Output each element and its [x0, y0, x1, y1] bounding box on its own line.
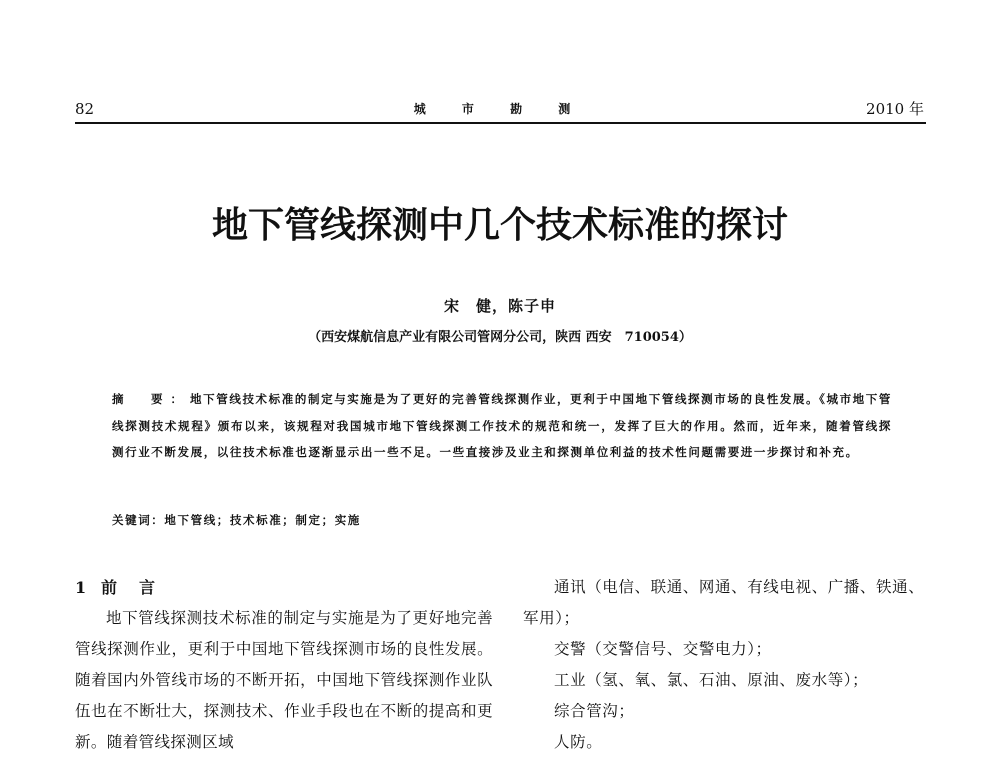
article-authors: 宋 健，陈子申 — [443, 297, 556, 315]
author-affiliation: （西安煤航信息产业有限公司管网分公司，陕西 西安 710054） — [308, 330, 692, 345]
section-number: 1 — [75, 578, 87, 597]
left-column — [75, 572, 493, 758]
abstract-text: 地下管线技术标准的制定与实施是为了更好的完善管线探测作业，更利于中国地下管线探测市场的良性发展。《城市地下管线探测技术规程》颁布以来，该规程对我国城市地下管线探测工作技术的规范和统一，发挥了巨大的作用。然而，近年来，随着管线探测行业不断发展，以往技术标准也逐渐显示出一些不足。一些直接涉及业主和探测单位利益的技术性问题需要进一步探讨和补充。 — [112, 392, 892, 459]
header-rule — [75, 122, 926, 124]
list-item: 综合管沟； — [554, 702, 635, 720]
publication-year: 2010 年 — [866, 100, 924, 118]
abstract — [112, 386, 892, 466]
list-item: 工业（氢、氧、氯、石油、原油、废水等）； — [554, 671, 869, 689]
keywords-text: 地下管线；技术标准；制定；实施 — [164, 513, 361, 527]
keywords — [112, 507, 892, 533]
list-item: 人防。 — [554, 733, 603, 751]
journal-name: 城 市 勘 测 — [413, 102, 587, 116]
page-number: 82 — [75, 100, 95, 118]
keywords-label: 关键词： — [112, 513, 165, 527]
article-title: 地下管线探测中几个技术标准的探讨 — [211, 204, 788, 246]
abstract-label: 摘 要： — [112, 392, 191, 406]
right-column — [523, 572, 927, 758]
section-heading — [75, 572, 493, 603]
intro-paragraph: 地下管线探测技术标准的制定与实施是为了更好地完善管线探测作业，更利于中国地下管线探测市场的良性发展。随着国内外管线市场的不断开拓，中国地下管线探测作业队伍也在不断壮大，探测技术、作业手段也在不断的提高和更新。随着管线探测区域 — [75, 609, 493, 751]
list-item: 交警（交警信号、交警电力）； — [554, 640, 772, 658]
list-item: 通讯（电信、联通、网通、有线电视、广播、铁通、军用）； — [523, 578, 925, 627]
section-title: 前言 — [101, 578, 178, 597]
